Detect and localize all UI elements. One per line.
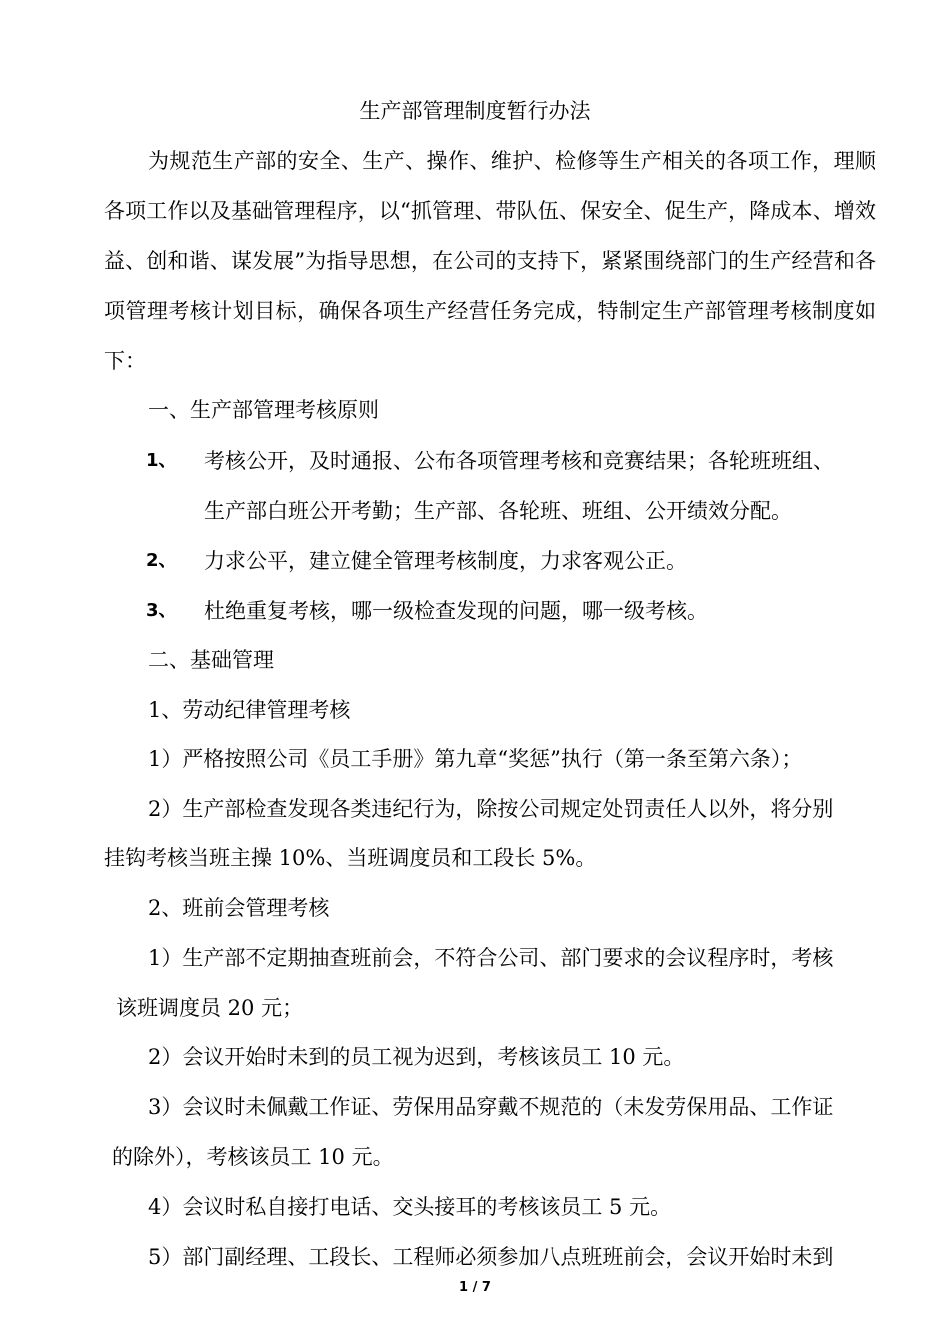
section1-heading: 一、生产部管理考核原则 — [148, 398, 379, 422]
sub2-item4: 4）会议时私自接打电话、交头接耳的考核该员工 5 元。 — [148, 1195, 672, 1219]
section1-item3-line1: 杜绝重复考核，哪一级检查发现的问题，哪一级考核。 — [204, 599, 708, 623]
sub2-item3-line1: 3）会议时未佩戴工作证、劳保用品穿戴不规范的（未发劳保用品、工作证 — [148, 1095, 834, 1119]
sub2-item5: 5）部门副经理、工段长、工程师必须参加八点班班前会，会议开始时未到 — [148, 1245, 834, 1269]
section1-item1-line2: 生产部白班公开考勤；生产部、各轮班、班组、公开绩效分配。 — [204, 499, 792, 523]
section1-item2-number: 2、 — [146, 550, 177, 571]
sub1-item2-line1: 2）生产部检查发现各类违纪行为，除按公司规定处罚责任人以外，将分别 — [148, 797, 834, 821]
sub2-item1-line1: 1）生产部不定期抽查班前会，不符合公司、部门要求的会议程序时，考核 — [148, 946, 834, 970]
sub1-heading: 1、劳动纪律管理考核 — [148, 698, 351, 722]
section1-item2-line1: 力求公平，建立健全管理考核制度，力求客观公正。 — [204, 549, 687, 573]
sub2-heading: 2、班前会管理考核 — [148, 896, 330, 920]
section2-heading: 二、基础管理 — [148, 648, 274, 672]
document-title: 生产部管理制度暂行办法 — [359, 99, 591, 123]
sub1-item2-line2: 挂钩考核当班主操 10%、当班调度员和工段长 5%。 — [104, 846, 597, 870]
page-number: 1 / 7 — [459, 1280, 491, 1295]
section1-item3-number: 3、 — [146, 600, 177, 621]
sub2-item3-line2: 的除外），考核该员工 10 元。 — [112, 1145, 394, 1169]
sub1-item1: 1）严格按照公司《员工手册》第九章“奖惩”执行（第一条至第六条）； — [148, 747, 803, 771]
sub2-item2: 2）会议开始时未到的员工视为迟到，考核该员工 10 元。 — [148, 1045, 685, 1069]
section1-item1-line1: 考核公开，及时通报、公布各项管理考核和竞赛结果；各轮班班组、 — [204, 449, 834, 473]
sub2-item1-line2: 该班调度员 20 元； — [116, 996, 304, 1020]
section1-item1-number: 1、 — [146, 450, 177, 471]
intro-paragraph: 为规范生产部的安全、生产、操作、维护、检修等生产相关的各项工作，理顺各项工作以及基础管理程序，以“抓管理、带队伍、保安全、促生产，降成本、增效益、创和谐、谋发展”为指导思想，在公司的支持下，紧紧围绕部门的生产经营和各项管理考核计划目标，确保各项生产经营任务完成，特制定生产部管理考核制度如下： — [104, 149, 876, 373]
